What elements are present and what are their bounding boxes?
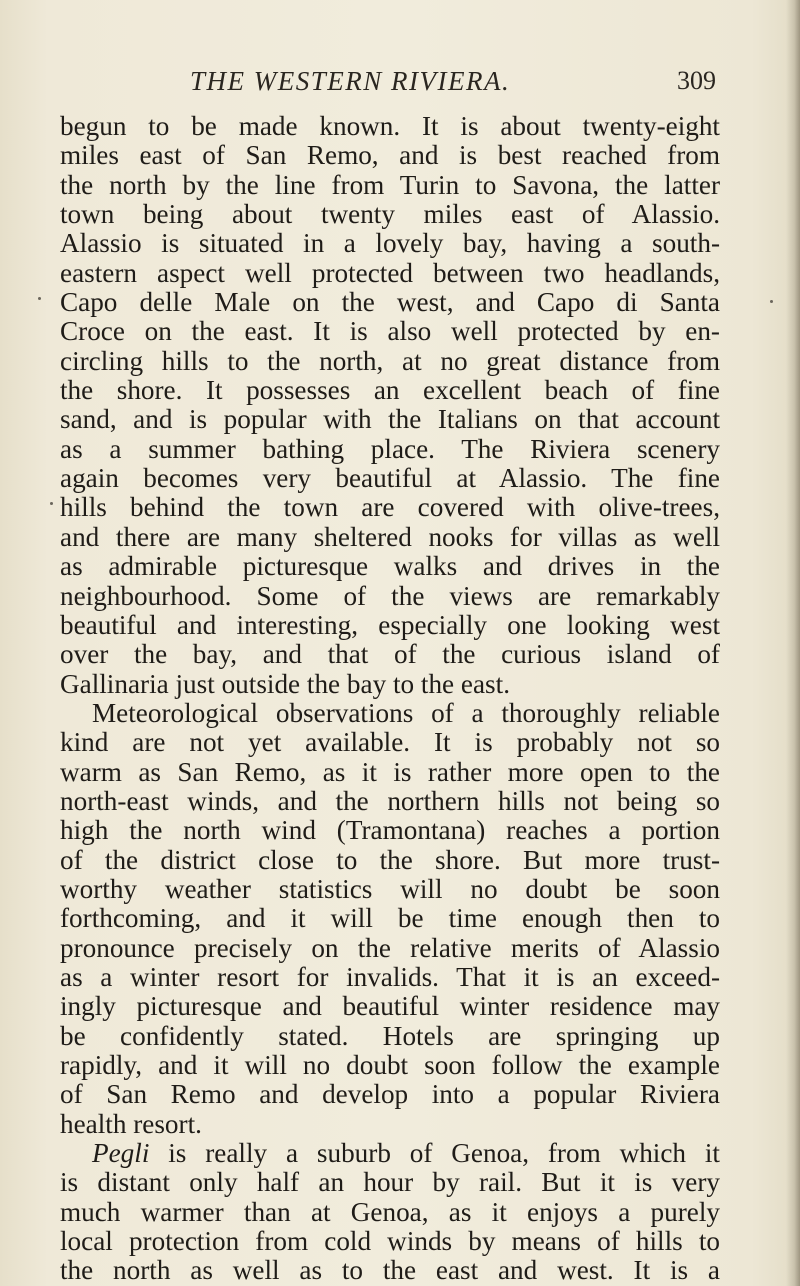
text-line: rapidly, and it will no doubt soon follow the example <box>60 1050 720 1080</box>
text-line: and there are many sheltered nooks for villas as well <box>60 521 720 552</box>
paragraph-pegli <box>60 1139 720 1286</box>
pegli-heading: Pegli <box>92 1138 150 1169</box>
page-header <box>60 66 720 102</box>
text-line: Meteorological observations of a thoroughly reliable <box>92 697 720 728</box>
text-line: beautiful and interesting, especially one looking west <box>60 609 720 640</box>
margin-speck <box>770 300 773 303</box>
text-line: of the district close to the shore. But more trust- <box>60 844 720 875</box>
margin-speck <box>38 297 41 300</box>
text-line: Alassio is situated in a lovely bay, having a south- <box>60 228 720 259</box>
text-line: the north as well as to the east and west. It is a <box>60 1255 720 1286</box>
text-line: Gallinaria just outside the bay to the east. <box>60 668 510 699</box>
text-line-rest: is really a suburb of Genoa, from which it <box>149 1138 720 1169</box>
text-line: again becomes very beautiful at Alassio. The fine <box>60 463 720 494</box>
text-line: town being about twenty miles east of Alassio. <box>60 199 720 230</box>
body-text <box>60 112 720 1286</box>
page-number: 309 <box>677 66 716 95</box>
text-line: be confidently stated. Hotels are springing up <box>60 1020 720 1051</box>
text-line: miles east of San Remo, and is best reached from <box>60 140 720 171</box>
text-line: neighbourhood. Some of the views are remarkably <box>60 580 720 611</box>
text-line: hills behind the town are covered with olive-trees, <box>60 492 720 523</box>
text-line: warm as San Remo, as it is rather more open to the <box>60 756 720 787</box>
text-line: the shore. It possesses an excellent beach of fine <box>60 375 720 406</box>
text-line: of San Remo and develop into a popular Riviera <box>60 1079 720 1110</box>
text-line: begun to be made known. It is about twenty-eight <box>60 111 720 141</box>
text-line: the north by the line from Turin to Savona, the latter <box>60 169 720 200</box>
text-line: local protection from cold winds by means of hills to <box>60 1226 720 1257</box>
text-line: Capo delle Male on the west, and Capo di Santa <box>60 287 720 318</box>
margin-speck <box>50 502 53 505</box>
text-line: over the bay, and that of the curious island of <box>60 639 720 670</box>
page-edge-shadow <box>786 0 800 1286</box>
text-line: north-east winds, and the northern hills not being so <box>60 785 720 816</box>
paragraph-alassio-description <box>60 112 720 699</box>
running-title: THE WESTERN RIVIERA. <box>190 66 511 96</box>
text-line: forthcoming, and it will be time enough then to <box>60 903 720 934</box>
text-line: circling hills to the north, at no great distance from <box>60 345 720 376</box>
text-line: high the north wind (Tramontana) reaches a portion <box>60 815 720 846</box>
text-line: as a winter resort for invalids. That it is an exceed- <box>60 961 720 992</box>
text-line: as a summer bathing place. The Riviera scenery <box>60 433 720 464</box>
paragraph-meteorology <box>60 699 720 1139</box>
text-line: ingly picturesque and beautiful winter residence may <box>60 991 720 1022</box>
text-line: kind are not yet available. It is probably not so <box>60 727 720 758</box>
text-line: health resort. <box>60 1108 202 1139</box>
text-line: sand, and is popular with the Italians on that account <box>60 404 720 435</box>
text-line: eastern aspect well protected between two headlands, <box>60 257 720 288</box>
text-line: worthy weather statistics will no doubt be soon <box>60 873 720 904</box>
text-line <box>60 1139 720 1168</box>
text-line: as admirable picturesque walks and drives in the <box>60 551 720 582</box>
text-line: pronounce precisely on the relative merits of Alassio <box>60 932 720 963</box>
text-line: much warmer than at Genoa, as it enjoys a purely <box>60 1196 720 1227</box>
text-line: is distant only half an hour by rail. But it is very <box>60 1167 720 1198</box>
text-line: Croce on the east. It is also well protected by en- <box>60 316 720 347</box>
